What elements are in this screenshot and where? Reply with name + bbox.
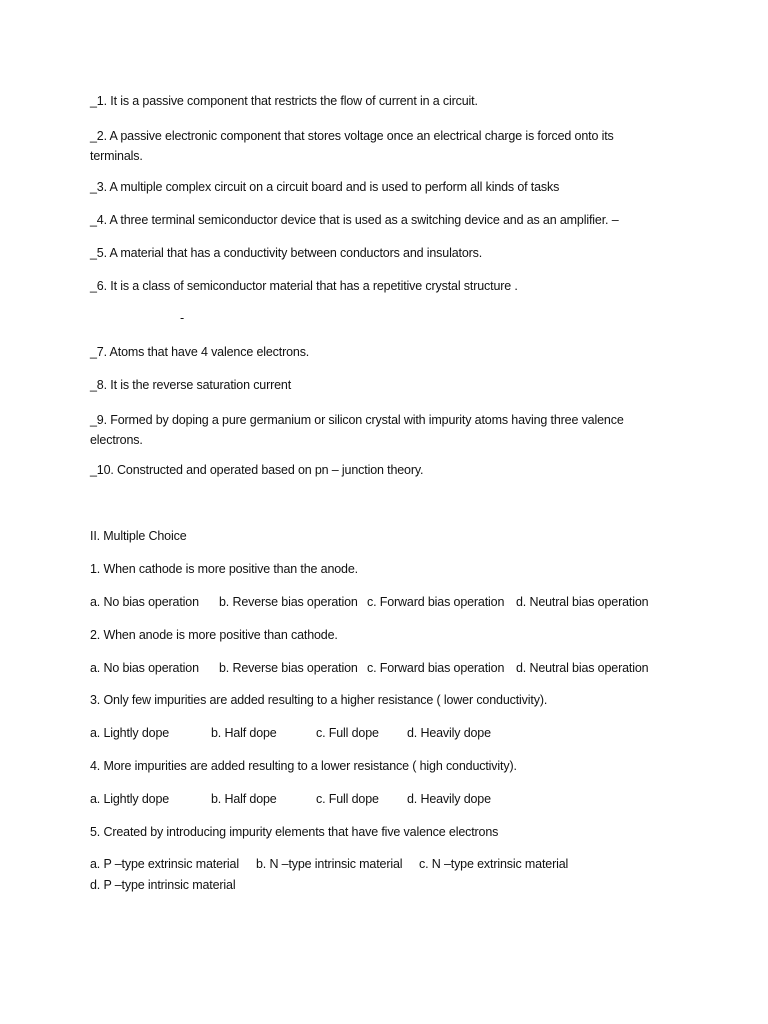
item-9: _9. Formed by doping a pure germanium or silicon crystal with impurity atoms having three valence electrons. [90,413,624,447]
item-10: _10. Constructed and operated based on pn – junction theory. [90,463,424,477]
q1-option-b: b. Reverse bias operation [219,595,358,609]
item-8: _8. It is the reverse saturation current [90,378,292,392]
q5-option-d: d. P –type intrinsic material [90,878,236,892]
q4-option-c: c. Full dope [316,792,379,806]
item-5: _5. A material that has a conductivity between conductors and insulators. [90,246,483,260]
stray-dash: - [180,311,185,325]
question-4: 4. More impurities are added resulting to a lower resistance ( high conductivity). [90,759,517,773]
section-heading: II. Multiple Choice [90,529,187,543]
q3-option-b: b. Half dope [211,726,277,740]
item-7: _7. Atoms that have 4 valence electrons. [90,345,310,359]
item-4: _4. A three terminal semiconductor device that is used as a switching device and as an amplifier. – [90,213,619,227]
q3-option-a: a. Lightly dope [90,726,170,740]
q2-option-b: b. Reverse bias operation [219,661,358,675]
q1-option-a: a. No bias operation [90,595,199,609]
q4-option-a: a. Lightly dope [90,792,170,806]
q2-option-d: d. Neutral bias operation [516,661,649,675]
q4-option-d: d. Heavily dope [407,792,491,806]
q3-option-d: d. Heavily dope [407,726,491,740]
item-2: _2. A passive electronic component that stores voltage once an electrical charge is forced onto its terminals. [90,129,614,163]
q2-option-a: a. No bias operation [90,661,199,675]
q3-option-c: c. Full dope [316,726,379,740]
item-6: _6. It is a class of semiconductor material that has a repetitive crystal structure . [90,279,518,293]
question-3: 3. Only few impurities are added resulting to a higher resistance ( lower conductivity). [90,693,548,707]
q5-option-b: b. N –type intrinsic material [256,857,403,871]
question-2: 2. When anode is more positive than cathode. [90,628,338,642]
q5-option-a: a. P –type extrinsic material [90,857,239,871]
q1-option-c: c. Forward bias operation [367,595,505,609]
q2-option-c: c. Forward bias operation [367,661,505,675]
q1-option-d: d. Neutral bias operation [516,595,649,609]
item-1: _1. It is a passive component that restricts the flow of current in a circuit. [90,94,478,108]
question-5: 5. Created by introducing impurity elements that have five valence electrons [90,825,499,839]
question-1: 1. When cathode is more positive than the anode. [90,562,358,576]
q4-option-b: b. Half dope [211,792,277,806]
q5-option-c: c. N –type extrinsic material [419,857,569,871]
item-3: _3. A multiple complex circuit on a circuit board and is used to perform all kinds of tasks [90,180,560,194]
